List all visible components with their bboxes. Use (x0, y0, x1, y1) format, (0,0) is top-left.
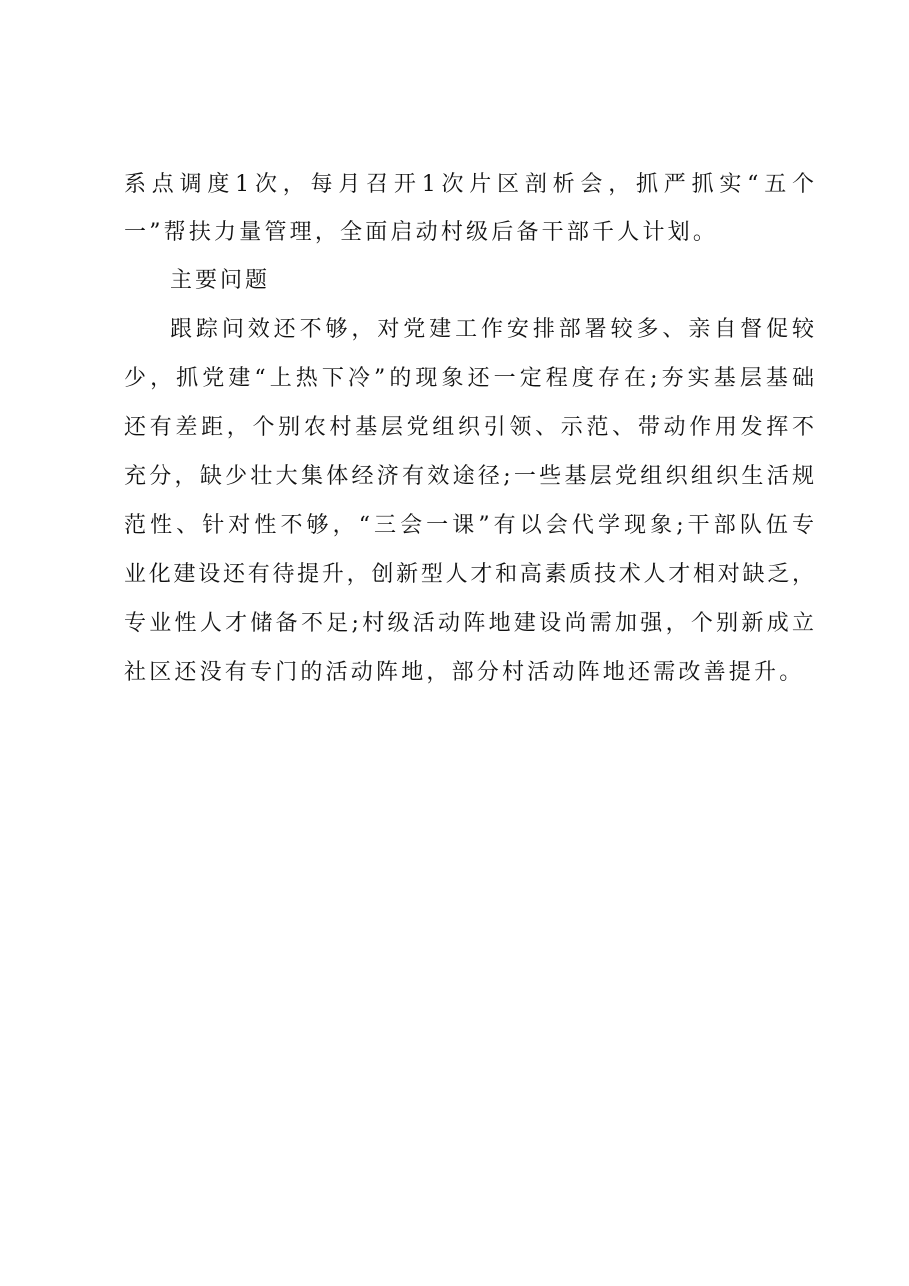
continuation-line-1: 系点调度1次，每月召开1次片区剖析会，抓严抓实“五个 (124, 172, 814, 197)
paragraph-line-7: 专业性人才储备不足;村级活动阵地建设尚需加强，个别新成立 (124, 611, 814, 636)
paragraph-line-2: 少，抓党建“上热下冷”的现象还一定程度存在;夯实基层基础 (124, 366, 814, 391)
section-heading: 主要问题 (170, 268, 271, 293)
continuation-line-2: 一”帮扶力量管理，全面启动村级后备干部千人计划。 (124, 220, 719, 245)
paragraph-line-4: 充分，缺少壮大集体经济有效途径;一些基层党组织组织生活规 (124, 464, 814, 489)
paragraph-line-1: 跟踪问效还不够，对党建工作安排部署较多、亲自督促较 (170, 317, 814, 342)
paragraph-line-5: 范性、针对性不够，“三会一课”有以会代学现象;干部队伍专 (124, 513, 814, 538)
paragraph-line-8: 社区还没有专门的活动阵地，部分村活动阵地还需改善提升。 (124, 660, 805, 685)
paragraph-line-6: 业化建设还有待提升，创新型人才和高素质技术人才相对缺乏， (124, 562, 814, 587)
paragraph-line-3: 还有差距，个别农村基层党组织引领、示范、带动作用发挥不 (124, 415, 814, 440)
